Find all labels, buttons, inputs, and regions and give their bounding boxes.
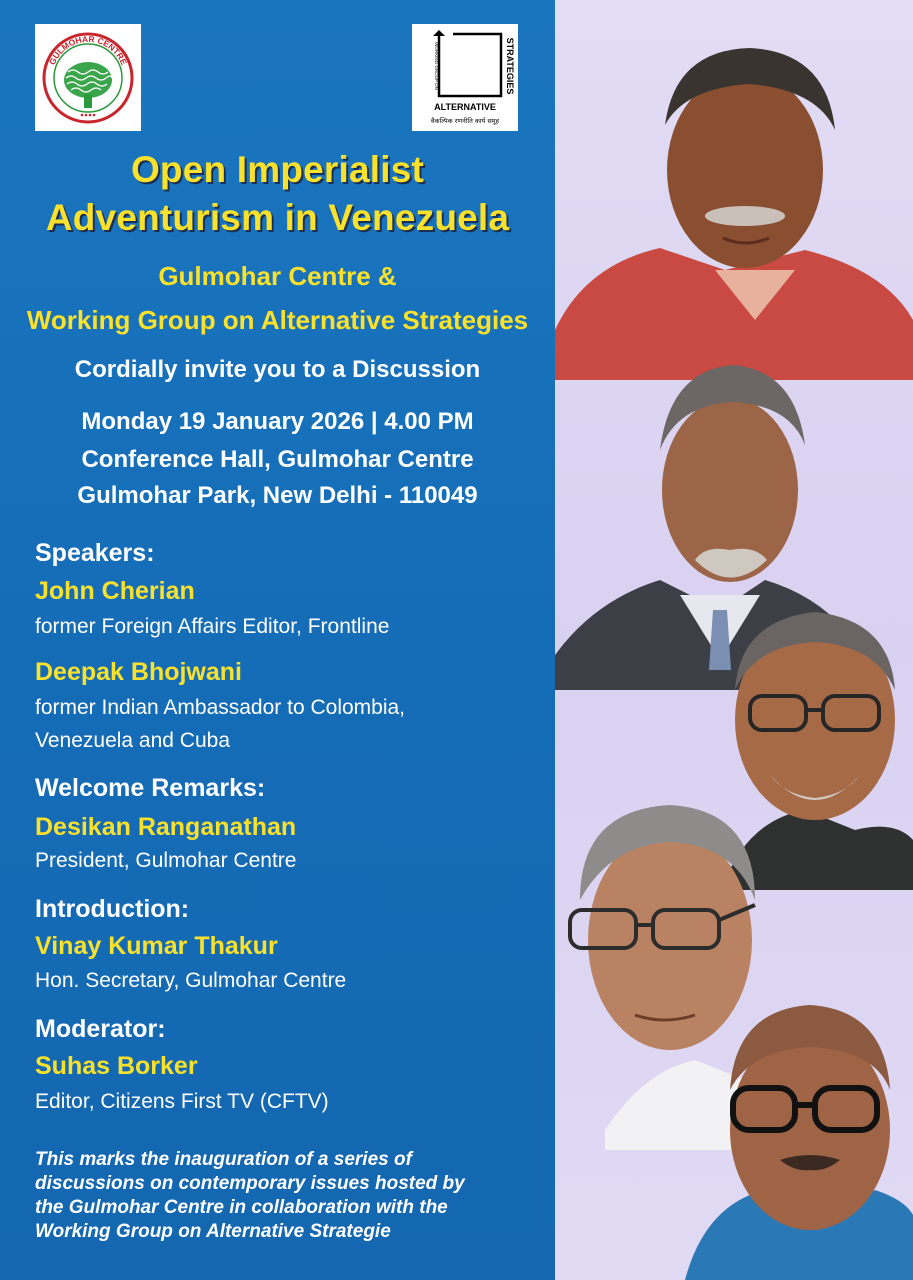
footer-line-3: the Gulmohar Centre in collaboration with the — [35, 1197, 448, 1218]
footer-line-2: discussions on contemporary issues hosted by — [35, 1173, 465, 1194]
event-title-line-2: Adventurism in Venezuela — [45, 197, 510, 238]
alternative-strategies-logo — [412, 24, 518, 131]
event-title-line-1: Open Imperialist — [130, 149, 425, 190]
introduction-heading: Introduction: — [35, 895, 190, 923]
footer-line-4: Working Group on Alternative Strategie — [35, 1221, 391, 1242]
footer-line-1: This marks the inauguration of a series of — [35, 1149, 412, 1170]
moderator-name: Suhas Borker — [35, 1052, 198, 1080]
gulmohar-centre-logo — [35, 24, 141, 131]
speaker-portraits — [555, 20, 913, 1280]
event-datetime: Monday 19 January 2026 | 4.00 PM — [81, 408, 474, 435]
svg-text:GULMOHAR CENTRE: GULMOHAR CENTRE — [46, 33, 130, 66]
welcome-speaker-description: President, Gulmohar Centre — [35, 849, 297, 872]
introduction-speaker-name: Vinay Kumar Thakur — [35, 932, 278, 960]
welcome-heading: Welcome Remarks: — [35, 774, 266, 802]
speaker-2-description-line-2: Venezuela and Cuba — [35, 729, 230, 752]
venue-line-1: Conference Hall, Gulmohar Centre — [81, 446, 474, 473]
welcome-speaker-name: Desikan Ranganathan — [35, 813, 297, 841]
venue-line-2: Gulmohar Park, New Delhi - 110049 — [77, 482, 478, 509]
speaker-2-name: Deepak Bhojwani — [35, 658, 242, 686]
speakers-heading: Speakers: — [35, 539, 155, 567]
invitation-text: Cordially invite you to a Discussion — [74, 356, 481, 383]
organizer-line-1: Gulmohar Centre & — [158, 261, 397, 291]
tree-logo-icon — [38, 28, 138, 128]
strategies-logo-icon — [413, 26, 517, 130]
svg-text:वैकल्पिक रणनीति कार्य समूह: वैकल्पिक रणनीति कार्य समूह — [430, 116, 500, 125]
svg-text:WORKING GROUP ON: WORKING GROUP ON — [434, 41, 439, 90]
speaker-1-description: former Foreign Affairs Editor, Frontline — [35, 615, 390, 638]
moderator-description: Editor, Citizens First TV (CFTV) — [35, 1090, 329, 1113]
organizer-line-2: Working Group on Alternative Strategies — [26, 305, 529, 335]
portrait-john-cherian — [555, 48, 913, 380]
introduction-speaker-description: Hon. Secretary, Gulmohar Centre — [35, 969, 347, 992]
moderator-heading: Moderator: — [35, 1015, 166, 1043]
footer-note — [35, 1148, 515, 1244]
svg-text:STRATEGIES: STRATEGIES — [505, 37, 515, 94]
speaker-1-name: John Cherian — [35, 577, 195, 605]
svg-text:ALTERNATIVE: ALTERNATIVE — [434, 101, 496, 112]
portrait-desikan-ranganathan — [725, 612, 913, 890]
speaker-2-description-line-1: former Indian Ambassador to Colombia, — [35, 696, 406, 719]
